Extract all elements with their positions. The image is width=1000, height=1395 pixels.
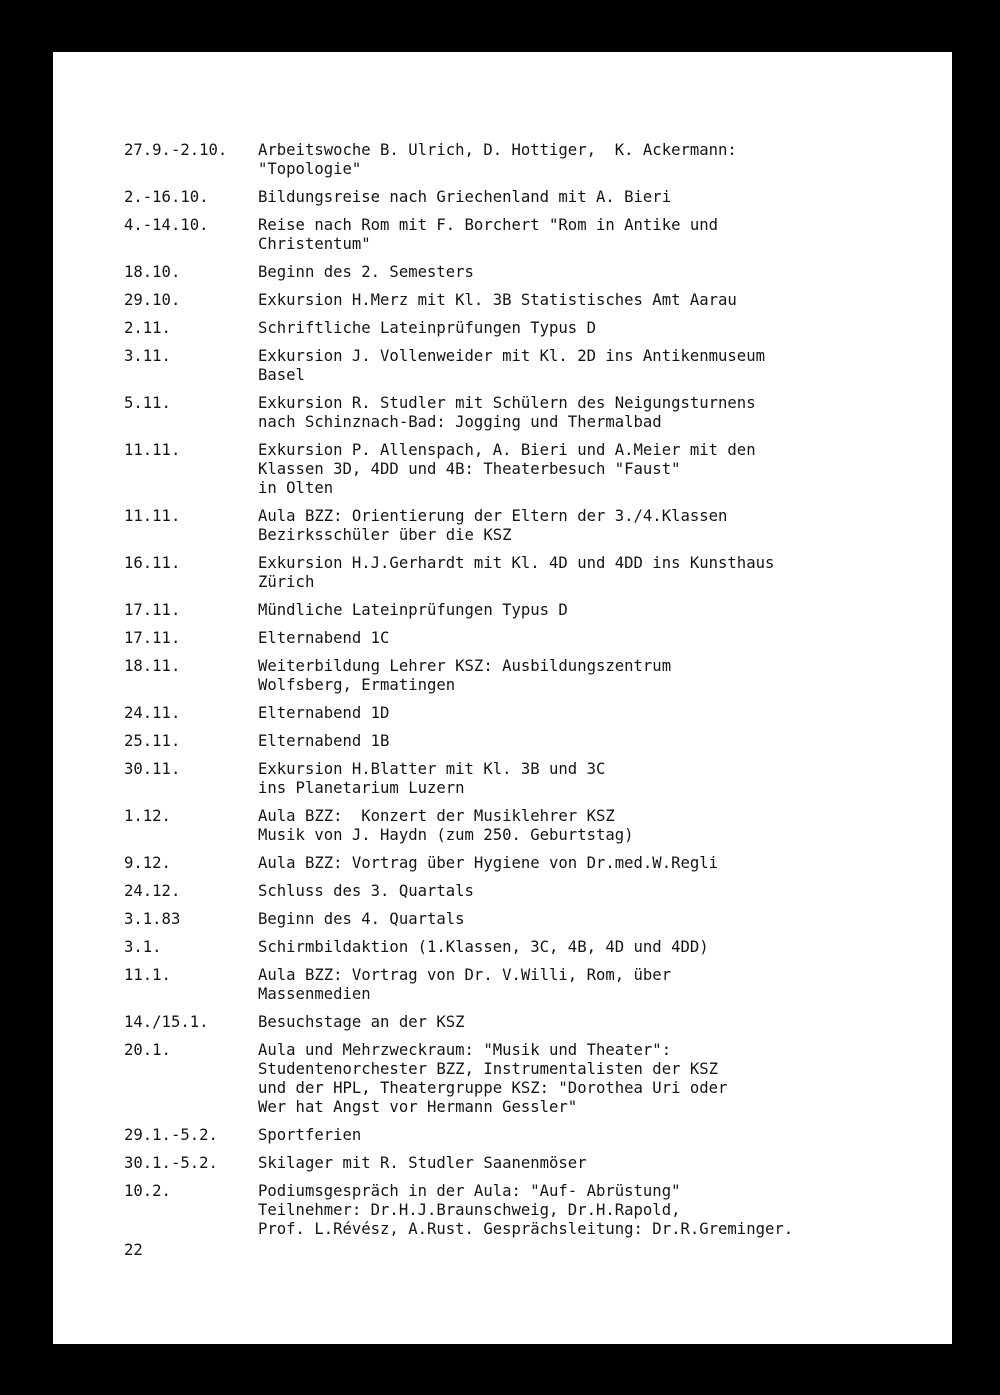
chronicle-list	[124, 141, 944, 1248]
entry-line: Sportferien	[258, 1126, 362, 1144]
chronicle-entry	[124, 1013, 944, 1032]
entry-description	[258, 319, 944, 338]
entry-line: Klassen 3D, 4DD und 4B: Theaterbesuch "Faust"	[258, 460, 681, 478]
entry-description	[258, 807, 944, 845]
entry-line: Elternabend 1B	[258, 732, 390, 750]
entry-line: in Olten	[258, 479, 334, 497]
entry-line: Exkursion H.J.Gerhardt mit Kl. 4D und 4DD ins Kunsthaus	[258, 554, 775, 572]
entry-date: 1.12.	[124, 807, 171, 825]
chronicle-entry	[124, 629, 944, 648]
entry-line: Weiterbildung Lehrer KSZ: Ausbildungszentrum	[258, 657, 672, 675]
entry-description	[258, 882, 944, 901]
chronicle-entry	[124, 291, 944, 310]
chronicle-entry	[124, 657, 944, 695]
entry-line: Prof. L.Révész, A.Rust. Gesprächsleitung: Dr.R.Greminger.	[258, 1220, 794, 1238]
entry-description	[258, 704, 944, 723]
chronicle-entry	[124, 263, 944, 282]
entry-line: Studentenorchester BZZ, Instrumentalisten der KSZ	[258, 1060, 719, 1078]
entry-line: Aula BZZ: Vortrag über Hygiene von Dr.med.W.Regli	[258, 854, 719, 872]
entry-line: Elternabend 1D	[258, 704, 390, 722]
entry-description	[258, 760, 944, 798]
entry-date: 20.1.	[124, 1041, 171, 1059]
entry-line: Wolfsberg, Ermatingen	[258, 676, 456, 694]
entry-description	[258, 141, 944, 179]
entry-date: 25.11.	[124, 732, 181, 750]
chronicle-entry	[124, 910, 944, 929]
entry-date: 18.11.	[124, 657, 181, 675]
entry-date: 2.-16.10.	[124, 188, 209, 206]
entry-date: 3.11.	[124, 347, 171, 365]
entry-date: 24.12.	[124, 882, 181, 900]
chronicle-entry	[124, 1182, 944, 1239]
chronicle-entry	[124, 1154, 944, 1173]
entry-line: Teilnehmer: Dr.H.J.Braunschweig, Dr.H.Rapold,	[258, 1201, 681, 1219]
entry-description	[258, 394, 944, 432]
entry-description	[258, 1126, 944, 1145]
chronicle-entry	[124, 141, 944, 179]
entry-line: Beginn des 2. Semesters	[258, 263, 474, 281]
chronicle-entry	[124, 732, 944, 751]
entry-description	[258, 1013, 944, 1032]
chronicle-entry	[124, 1041, 944, 1117]
entry-line: ins Planetarium Luzern	[258, 779, 465, 797]
entry-date: 14./15.1.	[124, 1013, 209, 1031]
entry-line: Mündliche Lateinprüfungen Typus D	[258, 601, 568, 619]
entry-date: 30.11.	[124, 760, 181, 778]
entry-description	[258, 938, 944, 957]
entry-line: Musik von J. Haydn (zum 250. Geburtstag)	[258, 826, 634, 844]
entry-description	[258, 910, 944, 929]
entry-line: Schriftliche Lateinprüfungen Typus D	[258, 319, 596, 337]
entry-date: 29.10.	[124, 291, 181, 309]
chronicle-entry	[124, 216, 944, 254]
entry-date: 2.11.	[124, 319, 171, 337]
chronicle-entry	[124, 807, 944, 845]
chronicle-entry	[124, 1126, 944, 1145]
entry-date: 4.-14.10.	[124, 216, 209, 234]
entry-description	[258, 1182, 944, 1239]
chronicle-entry	[124, 601, 944, 620]
entry-line: Schirmbildaktion (1.Klassen, 3C, 4B, 4D und 4DD)	[258, 938, 709, 956]
entry-date: 11.11.	[124, 507, 181, 525]
chronicle-entry	[124, 882, 944, 901]
entry-line: Besuchstage an der KSZ	[258, 1013, 465, 1031]
entry-date: 16.11.	[124, 554, 181, 572]
chronicle-entry	[124, 394, 944, 432]
entry-date: 10.2.	[124, 1182, 171, 1200]
entry-line: Aula BZZ: Orientierung der Eltern der 3./4.Klassen	[258, 507, 728, 525]
entry-description	[258, 1154, 944, 1173]
chronicle-entry	[124, 441, 944, 498]
chronicle-entry	[124, 319, 944, 338]
entry-date: 11.11.	[124, 441, 181, 459]
entry-line: Aula und Mehrzweckraum: "Musik und Theater":	[258, 1041, 672, 1059]
entry-line: Reise nach Rom mit F. Borchert "Rom in Antike und	[258, 216, 719, 234]
entry-description	[258, 657, 944, 695]
entry-description	[258, 291, 944, 310]
entry-description	[258, 732, 944, 751]
entry-description	[258, 188, 944, 207]
chronicle-entry	[124, 347, 944, 385]
page-number: 22	[124, 1241, 143, 1259]
entry-line: nach Schinznach-Bad: Jogging und Thermalbad	[258, 413, 662, 431]
entry-line: Exkursion H.Blatter mit Kl. 3B und 3C	[258, 760, 606, 778]
entry-line: Beginn des 4. Quartals	[258, 910, 465, 928]
entry-line: Basel	[258, 366, 305, 384]
entry-line: Elternabend 1C	[258, 629, 390, 647]
entry-line: Massenmedien	[258, 985, 371, 1003]
entry-description	[258, 441, 944, 498]
entry-line: und der HPL, Theatergruppe KSZ: "Dorothea Uri oder	[258, 1079, 728, 1097]
entry-description	[258, 554, 944, 592]
entry-line: Christentum"	[258, 235, 371, 253]
entry-line: Exkursion R. Studler mit Schülern des Neigungsturnens	[258, 394, 756, 412]
entry-line: Wer hat Angst vor Hermann Gessler"	[258, 1098, 578, 1116]
entry-line: "Topologie"	[258, 160, 362, 178]
entry-description	[258, 347, 944, 385]
entry-date: 24.11.	[124, 704, 181, 722]
entry-description	[258, 966, 944, 1004]
entry-description	[258, 601, 944, 620]
entry-line: Exkursion P. Allenspach, A. Bieri und A.Meier mit den	[258, 441, 756, 459]
entry-date: 17.11.	[124, 629, 181, 647]
chronicle-entry	[124, 760, 944, 798]
entry-description	[258, 854, 944, 873]
entry-line: Exkursion J. Vollenweider mit Kl. 2D ins Antikenmuseum	[258, 347, 765, 365]
entry-description	[258, 1041, 944, 1117]
entry-line: Bezirksschüler über die KSZ	[258, 526, 512, 544]
chronicle-entry	[124, 188, 944, 207]
entry-description	[258, 263, 944, 282]
entry-line: Arbeitswoche B. Ulrich, D. Hottiger, K. Ackermann:	[258, 141, 737, 159]
chronicle-entry	[124, 704, 944, 723]
entry-line: Aula BZZ: Konzert der Musiklehrer KSZ	[258, 807, 615, 825]
entry-date: 29.1.-5.2.	[124, 1126, 218, 1144]
chronicle-entry	[124, 854, 944, 873]
entry-line: Zürich	[258, 573, 315, 591]
entry-date: 3.1.83	[124, 910, 181, 928]
entry-description	[258, 507, 944, 545]
entry-date: 30.1.-5.2.	[124, 1154, 218, 1172]
entry-description	[258, 629, 944, 648]
entry-date: 18.10.	[124, 263, 181, 281]
chronicle-entry	[124, 938, 944, 957]
chronicle-entry	[124, 554, 944, 592]
entry-date: 9.12.	[124, 854, 171, 872]
entry-line: Exkursion H.Merz mit Kl. 3B Statistisches Amt Aarau	[258, 291, 737, 309]
entry-line: Aula BZZ: Vortrag von Dr. V.Willi, Rom, über	[258, 966, 672, 984]
entry-date: 11.1.	[124, 966, 171, 984]
entry-date: 27.9.-2.10.	[124, 141, 228, 159]
entry-line: Bildungsreise nach Griechenland mit A. Bieri	[258, 188, 672, 206]
entry-date: 17.11.	[124, 601, 181, 619]
chronicle-entry	[124, 966, 944, 1004]
entry-date: 3.1.	[124, 938, 162, 956]
entry-line: Schluss des 3. Quartals	[258, 882, 474, 900]
chronicle-entry	[124, 507, 944, 545]
entry-description	[258, 216, 944, 254]
entry-line: Skilager mit R. Studler Saanenmöser	[258, 1154, 587, 1172]
entry-line: Podiumsgespräch in der Aula: "Auf- Abrüstung"	[258, 1182, 681, 1200]
entry-date: 5.11.	[124, 394, 171, 412]
